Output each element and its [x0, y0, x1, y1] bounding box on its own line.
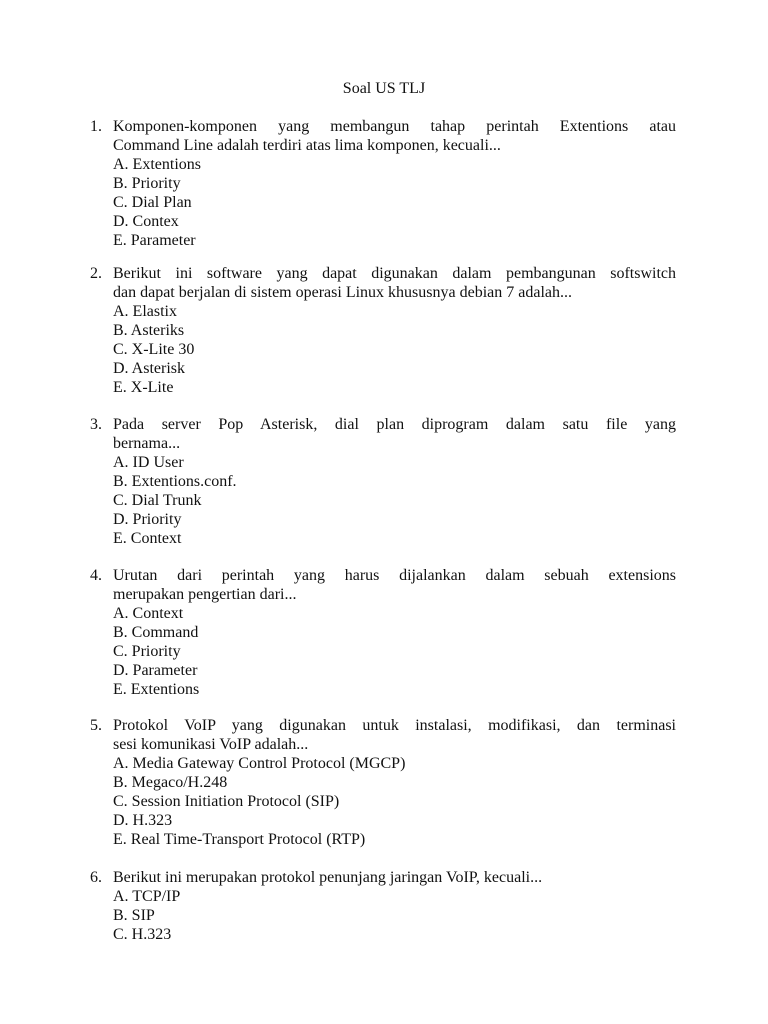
answer-option: C. Dial Plan [113, 194, 192, 211]
question-text-line: Protokol VoIP yang digunakan untuk instalasi, modifikasi, dan terminasi [113, 717, 676, 734]
answer-option: E. X-Lite [113, 379, 174, 396]
question-text [113, 415, 676, 453]
answer-options [113, 604, 199, 699]
answer-option: D. Priority [113, 511, 182, 528]
question-text-line: Pada server Pop Asterisk, dial plan diprogram dalam satu file yang [113, 416, 676, 433]
answer-option: E. Parameter [113, 232, 196, 249]
question-number: 2. [90, 265, 102, 282]
answer-options [113, 887, 180, 944]
answer-option: E. Extentions [113, 681, 200, 698]
answer-option: A. TCP/IP [113, 888, 181, 905]
question-number: 3. [90, 416, 102, 433]
answer-option: B. Asteriks [113, 322, 185, 339]
question-text-line: Command Line adalah terdiri atas lima komponen, kecuali... [113, 137, 501, 154]
question-text-line: Urutan dari perintah yang harus dijalankan dalam sebuah extensions [113, 567, 676, 584]
answer-option: C. Session Initiation Protocol (SIP) [113, 793, 340, 810]
answer-option: B. Priority [113, 175, 181, 192]
question-number: 6. [90, 869, 102, 886]
answer-option: D. H.323 [113, 812, 173, 829]
answer-option: C. Dial Trunk [113, 492, 202, 509]
answer-option: B. SIP [113, 907, 155, 924]
answer-option: A. ID User [113, 454, 184, 471]
answer-option: B. Megaco/H.248 [113, 774, 228, 791]
question-number: 1. [90, 118, 102, 135]
question-text-line: merupakan pengertian dari... [113, 586, 297, 603]
answer-option: A. Media Gateway Control Protocol (MGCP) [113, 755, 406, 772]
answer-option: A. Elastix [113, 303, 177, 320]
answer-options [113, 754, 405, 849]
question-text-line: Berikut ini software yang dapat digunakan dalam pembangunan softswitch [113, 265, 676, 282]
answer-option: D. Parameter [113, 662, 198, 679]
question-text-line: Komponen-komponen yang membangun tahap perintah Extentions atau [113, 118, 676, 135]
answer-option: B. Command [113, 624, 199, 641]
question-text-line: bernama... [113, 435, 181, 452]
answer-option: A. Extentions [113, 156, 201, 173]
answer-options [113, 302, 194, 397]
answer-option: D. Contex [113, 213, 179, 230]
answer-option: C. Priority [113, 643, 181, 660]
question-number: 4. [90, 567, 102, 584]
question-text-line: dan dapat berjalan di sistem operasi Linux khususnya debian 7 adalah... [113, 284, 572, 301]
answer-options [113, 155, 201, 250]
question-text-line: sesi komunikasi VoIP adalah... [113, 736, 309, 753]
answer-option: A. Context [113, 605, 184, 622]
answer-option: E. Real Time-Transport Protocol (RTP) [113, 831, 366, 848]
answer-option: C. H.323 [113, 926, 172, 943]
question-text [113, 117, 676, 155]
page-title: Soal US TLJ [342, 80, 426, 97]
answer-option: C. X-Lite 30 [113, 341, 195, 358]
question-text [113, 716, 676, 754]
answer-option: D. Asterisk [113, 360, 185, 377]
answer-options [113, 453, 237, 548]
question-number: 5. [90, 717, 102, 734]
answer-option: B. Extentions.conf. [113, 473, 237, 490]
question-text [113, 264, 676, 302]
question-text-line: Berikut ini merupakan protokol penunjang jaringan VoIP, kecuali... [113, 869, 543, 886]
answer-option: E. Context [113, 530, 182, 547]
question-text [113, 868, 676, 887]
question-text [113, 566, 676, 604]
